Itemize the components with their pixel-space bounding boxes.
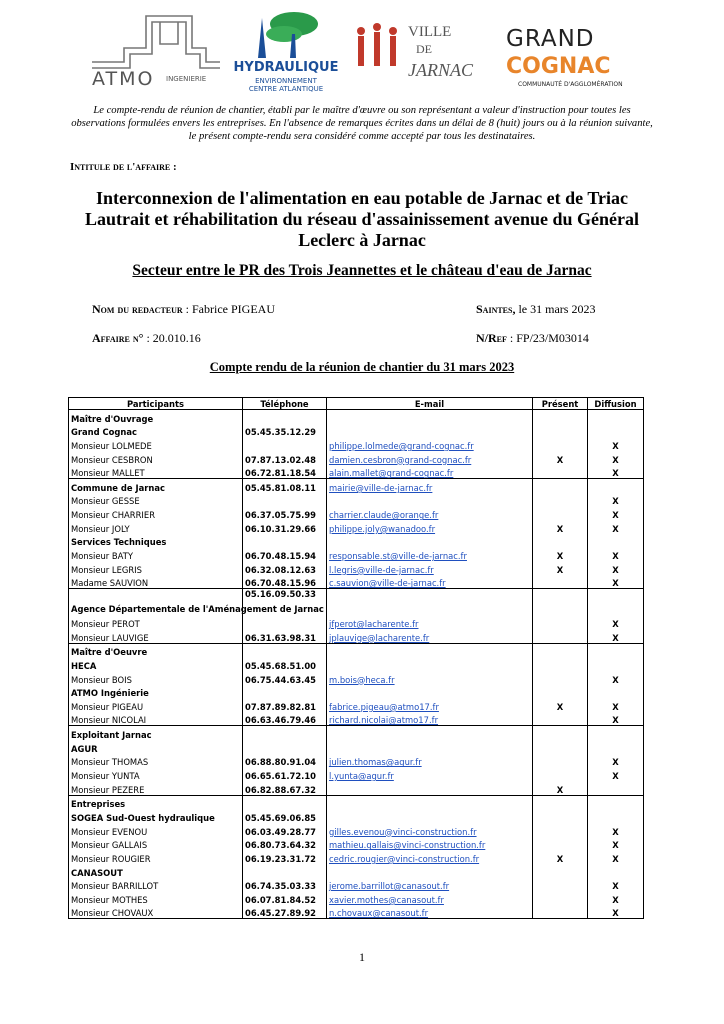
participant-cell: Monsieur THOMAS — [69, 754, 243, 768]
atmo-logo-text: ATMO — [92, 68, 155, 90]
present-cell — [533, 685, 588, 699]
ref-value: : FP/23/M03014 — [506, 331, 589, 345]
telephone-cell: 06.45.27.89.92 — [243, 905, 327, 919]
present-cell — [533, 671, 588, 685]
grand-cognac-logo — [500, 8, 640, 100]
telephone-cell: 06.63.46.79.46 — [243, 712, 327, 726]
table-row — [69, 698, 644, 712]
telephone-cell: 05.45.68.51.00 — [243, 657, 327, 671]
diffusion-cell: X — [588, 465, 644, 479]
header-present: Présent — [533, 398, 588, 410]
diffusion-cell — [588, 424, 644, 438]
participant-cell: Monsieur BARRILLOT — [69, 878, 243, 892]
hydraulique-logo-sub1: ENVIRONNEMENT — [255, 77, 317, 85]
table-row — [69, 712, 644, 726]
header-telephone: Téléphone — [243, 398, 327, 410]
redacteur-line — [92, 302, 275, 317]
participant-cell: Monsieur LOLMEDE — [69, 437, 243, 451]
table-row — [69, 671, 644, 685]
diffusion-cell — [588, 589, 644, 616]
affaire-label: Affaire n° — [92, 331, 144, 345]
email-cell — [327, 410, 533, 424]
participant-cell: Monsieur PEROT — [69, 615, 243, 629]
page-number: 1 — [359, 950, 365, 964]
diffusion-cell: X — [588, 891, 644, 905]
present-cell — [533, 864, 588, 878]
hydraulique-logo — [232, 8, 340, 100]
participant-cell: Monsieur JOLY — [69, 520, 243, 534]
present-cell — [533, 575, 588, 589]
table-row — [69, 479, 644, 493]
email-cell[interactable]: alain.mallet@grand-cognac.fr — [327, 465, 533, 479]
grand-cognac-logo-line1: GRAND — [506, 26, 595, 52]
telephone-cell — [243, 726, 327, 740]
telephone-cell: 06.72.81.18.54 — [243, 465, 327, 479]
email-cell[interactable]: philippe.joly@wanadoo.fr — [327, 520, 533, 534]
jarnac-logo-line3: JARNAC — [408, 60, 473, 80]
diffusion-cell — [588, 864, 644, 878]
diffusion-cell: X — [588, 547, 644, 561]
telephone-cell: 06.70.48.15.96 — [243, 575, 327, 589]
diffusion-cell: X — [588, 837, 644, 851]
telephone-cell: 05.45.69.06.85 — [243, 809, 327, 823]
table-header-row — [69, 398, 644, 410]
present-cell: X — [533, 547, 588, 561]
ref-line — [476, 331, 589, 346]
email-cell — [327, 864, 533, 878]
diffusion-cell: X — [588, 561, 644, 575]
table-row — [69, 575, 644, 589]
email-cell — [327, 534, 533, 548]
table-row — [69, 891, 644, 905]
participant-cell: Monsieur GESSE — [69, 493, 243, 507]
telephone-cell: 06.74.35.03.33 — [243, 878, 327, 892]
email-cell[interactable]: cedric.rougier@vinci-construction.fr — [327, 850, 533, 864]
email-cell — [327, 726, 533, 740]
participant-cell: Monsieur EVENOU — [69, 823, 243, 837]
atmo-logo — [86, 8, 226, 100]
grand-cognac-logo-line2: COGNAC — [506, 54, 611, 79]
email-cell[interactable]: charrier.claude@orange.fr — [327, 506, 533, 520]
lieu-label: Saintes, — [476, 302, 516, 316]
telephone-cell: 06.88.80.91.04 — [243, 754, 327, 768]
participant-cell: Monsieur PEZERE — [69, 781, 243, 795]
date-line — [476, 302, 595, 317]
notice-text: Le compte-rendu de réunion de chantier, établi par le maître d'œuvre ou son représentant a valeur d'instruction pour toutes les observations formulées envers les entreprises. En l'absence de remarques écrites dans un délai de 8 (huit) jours ou à la réunion suivante, le présent compte-rendu sera considéré comme accepté par tous les destinataires. — [71, 105, 653, 142]
table-row — [69, 809, 644, 823]
telephone-cell: 06.37.05.75.99 — [243, 506, 327, 520]
table-row — [69, 685, 644, 699]
present-cell: X — [533, 781, 588, 795]
participant-cell: Monsieur BATY — [69, 547, 243, 561]
participant-cell: HECA — [69, 657, 243, 671]
table-row — [69, 781, 644, 795]
participant-cell: Madame SAUVION — [69, 575, 243, 589]
participant-cell: Monsieur NICOLAI — [69, 712, 243, 726]
telephone-cell: 06.75.44.63.45 — [243, 671, 327, 685]
participant-cell: Monsieur MOTHES — [69, 891, 243, 905]
telephone-cell: 06.65.61.72.10 — [243, 767, 327, 781]
participant-cell: Maître d'Ouvrage — [69, 410, 243, 424]
email-cell[interactable]: jfperot@lacharente.fr — [327, 615, 533, 629]
diffusion-cell: X — [588, 754, 644, 768]
diffusion-cell: X — [588, 905, 644, 919]
present-cell: X — [533, 850, 588, 864]
affaire-value: : 20.010.16 — [143, 331, 201, 345]
diffusion-cell: X — [588, 823, 644, 837]
telephone-cell — [243, 643, 327, 657]
email-cell[interactable]: responsable.st@ville-de-jarnac.fr — [327, 547, 533, 561]
hydraulique-logo-sub2: CENTRE ATLANTIQUE — [248, 85, 324, 93]
table-row — [69, 643, 644, 657]
email-cell — [327, 795, 533, 809]
email-cell — [327, 781, 533, 795]
jarnac-logo-line1: VILLE — [408, 24, 452, 40]
diffusion-cell — [588, 643, 644, 657]
telephone-cell: 05.16.09.50.33 — [243, 589, 327, 616]
present-cell — [533, 795, 588, 809]
table-row — [69, 837, 644, 851]
email-cell[interactable]: richard.nicolai@atmo17.fr — [327, 712, 533, 726]
participant-cell: AGUR — [69, 740, 243, 754]
telephone-cell: 07.87.89.82.81 — [243, 698, 327, 712]
participants-table — [68, 397, 644, 919]
email-cell[interactable]: julien.thomas@agur.fr — [327, 754, 533, 768]
present-cell — [533, 823, 588, 837]
telephone-cell: 06.82.88.67.32 — [243, 781, 327, 795]
participant-cell: Monsieur CHARRIER — [69, 506, 243, 520]
present-cell — [533, 878, 588, 892]
telephone-cell: 06.32.08.12.63 — [243, 561, 327, 575]
table-row — [69, 465, 644, 479]
present-cell — [533, 534, 588, 548]
table-row — [69, 506, 644, 520]
date-value: le 31 mars 2023 — [515, 302, 596, 316]
diffusion-cell: X — [588, 493, 644, 507]
telephone-cell — [243, 437, 327, 451]
diffusion-cell — [588, 410, 644, 424]
present-cell — [533, 754, 588, 768]
present-cell: X — [533, 451, 588, 465]
project-subtitle: Secteur entre le PR des Trois Jeannettes et le château d'eau de Jarnac — [132, 262, 592, 279]
atmo-pipes-icon — [90, 14, 222, 70]
present-cell — [533, 740, 588, 754]
telephone-cell — [243, 410, 327, 424]
compte-rendu-title: Compte rendu de la réunion de chantier du 31 mars 2023 — [209, 360, 515, 374]
table-row — [69, 493, 644, 507]
diffusion-cell: X — [588, 615, 644, 629]
present-cell: X — [533, 698, 588, 712]
table-row — [69, 767, 644, 781]
present-cell — [533, 891, 588, 905]
participant-cell: Monsieur ROUGIER — [69, 850, 243, 864]
participant-cell: CANASOUT — [69, 864, 243, 878]
diffusion-cell: X — [588, 671, 644, 685]
participant-cell: Monsieur CHOVAUX — [69, 905, 243, 919]
email-cell[interactable]: damien.cesbron@grand-cognac.fr — [327, 451, 533, 465]
present-cell — [533, 643, 588, 657]
project-title: Interconnexion de l'alimentation en eau potable de Jarnac et de Triac Lautrait et réhabilitation du réseau d'assainissement avenue du Général Leclerc à Jarnac — [84, 188, 639, 250]
hydraulique-logo-text: HYDRAULIQUE — [233, 60, 339, 75]
participant-cell: Grand Cognac — [69, 424, 243, 438]
email-cell[interactable]: jerome.barrillot@canasout.fr — [327, 878, 533, 892]
table-row — [69, 864, 644, 878]
table-row — [69, 726, 644, 740]
diffusion-cell — [588, 740, 644, 754]
telephone-cell: 06.19.23.31.72 — [243, 850, 327, 864]
participant-cell: Monsieur LAUVIGE — [69, 629, 243, 643]
diffusion-cell: X — [588, 451, 644, 465]
present-cell — [533, 424, 588, 438]
present-cell — [533, 726, 588, 740]
logo-bar — [0, 8, 724, 100]
table-row — [69, 754, 644, 768]
email-cell[interactable]: m.bois@heca.fr — [327, 671, 533, 685]
table-row — [69, 534, 644, 548]
table-row — [69, 615, 644, 629]
telephone-cell — [243, 493, 327, 507]
present-cell — [533, 712, 588, 726]
table-row — [69, 589, 644, 616]
diffusion-cell — [588, 534, 644, 548]
table-row — [69, 629, 644, 643]
participant-cell: Commune de Jarnac — [69, 479, 243, 493]
ref-label: N/Ref — [476, 331, 507, 345]
telephone-cell: 07.87.13.02.48 — [243, 451, 327, 465]
email-cell[interactable]: jplauvige@lacharente.fr — [327, 629, 533, 643]
table-body — [69, 410, 644, 919]
telephone-cell: 06.10.31.29.66 — [243, 520, 327, 534]
diffusion-cell: X — [588, 575, 644, 589]
email-cell — [327, 643, 533, 657]
email-cell[interactable]: l.yunta@agur.fr — [327, 767, 533, 781]
diffusion-cell: X — [588, 506, 644, 520]
diffusion-cell: X — [588, 629, 644, 643]
email-cell[interactable]: philippe.lolmede@grand-cognac.fr — [327, 437, 533, 451]
present-cell — [533, 905, 588, 919]
present-cell: X — [533, 561, 588, 575]
present-cell — [533, 615, 588, 629]
diffusion-cell — [588, 685, 644, 699]
diffusion-cell — [588, 809, 644, 823]
email-cell — [327, 589, 533, 616]
participant-cell: Monsieur YUNTA — [69, 767, 243, 781]
atmo-logo-subtext: INGENIERIE — [166, 75, 207, 83]
redacteur-label: Nom du redacteur — [92, 302, 183, 316]
diffusion-cell: X — [588, 712, 644, 726]
affaire-line — [92, 331, 201, 346]
participant-cell: SOGEA Sud-Ouest hydraulique — [69, 809, 243, 823]
participant-cell: Monsieur GALLAIS — [69, 837, 243, 851]
redacteur-value: : Fabrice PIGEAU — [182, 302, 275, 316]
diffusion-cell — [588, 657, 644, 671]
present-cell: X — [533, 520, 588, 534]
email-cell[interactable]: mathieu.gallais@vinci-construction.fr — [327, 837, 533, 851]
diffusion-cell: X — [588, 767, 644, 781]
participant-cell: ATMO Ingénierie — [69, 685, 243, 699]
email-cell[interactable]: fabrice.pigeau@atmo17.fr — [327, 698, 533, 712]
present-cell — [533, 809, 588, 823]
diffusion-cell — [588, 781, 644, 795]
diffusion-cell — [588, 479, 644, 493]
present-cell — [533, 629, 588, 643]
table-row — [69, 850, 644, 864]
table-row — [69, 424, 644, 438]
participant-cell: Monsieur BOIS — [69, 671, 243, 685]
diffusion-cell: X — [588, 850, 644, 864]
participant-cell: Services Techniques — [69, 534, 243, 548]
email-cell — [327, 424, 533, 438]
tree-icon — [254, 8, 324, 60]
telephone-cell: 06.70.48.15.94 — [243, 547, 327, 561]
telephone-cell — [243, 685, 327, 699]
present-cell — [533, 506, 588, 520]
header-email: E-mail — [327, 398, 533, 410]
header-participants: Participants — [69, 398, 243, 410]
table-row — [69, 451, 644, 465]
email-cell[interactable]: xavier.mothes@canasout.fr — [327, 891, 533, 905]
telephone-cell — [243, 534, 327, 548]
participant-cell: Exploitant Jarnac — [69, 726, 243, 740]
telephone-cell — [243, 615, 327, 629]
telephone-cell: 06.07.81.84.52 — [243, 891, 327, 905]
email-cell[interactable]: l.legris@ville-de-jarnac.fr — [327, 561, 533, 575]
figures-icon — [352, 22, 404, 72]
diffusion-cell: X — [588, 520, 644, 534]
telephone-cell — [243, 795, 327, 809]
telephone-cell: 06.31.63.98.31 — [243, 629, 327, 643]
telephone-cell — [243, 740, 327, 754]
table-row — [69, 561, 644, 575]
present-cell — [533, 437, 588, 451]
table-row — [69, 657, 644, 671]
diffusion-cell: X — [588, 698, 644, 712]
present-cell — [533, 767, 588, 781]
diffusion-cell — [588, 795, 644, 809]
present-cell — [533, 493, 588, 507]
intitule-label: Intitule de l'affaire : — [70, 161, 177, 173]
email-cell[interactable]: c.sauvion@ville-de-jarnac.fr — [327, 575, 533, 589]
present-cell — [533, 657, 588, 671]
diffusion-cell: X — [588, 878, 644, 892]
email-cell — [327, 740, 533, 754]
diffusion-cell: X — [588, 437, 644, 451]
email-cell[interactable]: mairie@ville-de-jarnac.fr — [327, 479, 533, 493]
participant-cell: Monsieur PIGEAU — [69, 698, 243, 712]
jarnac-logo — [352, 8, 473, 100]
telephone-cell: 06.03.49.28.77 — [243, 823, 327, 837]
present-cell — [533, 465, 588, 479]
table-row — [69, 437, 644, 451]
email-cell — [327, 493, 533, 507]
email-cell — [327, 809, 533, 823]
participant-cell: Monsieur CESBRON — [69, 451, 243, 465]
email-cell — [327, 685, 533, 699]
participant-cell: Entreprises — [69, 795, 243, 809]
present-cell — [533, 479, 588, 493]
table-row — [69, 410, 644, 424]
table-row — [69, 878, 644, 892]
participant-cell: Monsieur MALLET — [69, 465, 243, 479]
email-cell — [327, 657, 533, 671]
jarnac-logo-line2: DE — [416, 42, 432, 56]
email-cell[interactable]: gilles.evenou@vinci-construction.fr — [327, 823, 533, 837]
telephone-cell — [243, 864, 327, 878]
participant-cell: Maître d'Oeuvre — [69, 643, 243, 657]
diffusion-cell — [588, 726, 644, 740]
telephone-cell: 06.80.73.64.32 — [243, 837, 327, 851]
table-row — [69, 547, 644, 561]
table-row — [69, 795, 644, 809]
telephone-cell: 05.45.35.12.29 — [243, 424, 327, 438]
telephone-cell: 05.45.81.08.11 — [243, 479, 327, 493]
participant-cell: Agence Départementale de l'Aménagement de Jarnac — [69, 589, 243, 616]
table-row — [69, 520, 644, 534]
table-row — [69, 740, 644, 754]
table-row — [69, 905, 644, 919]
present-cell — [533, 589, 588, 616]
present-cell — [533, 410, 588, 424]
grand-cognac-logo-line3: COMMUNAUTÉ D'AGGLOMÉRATION — [518, 81, 623, 88]
participant-cell: Monsieur LEGRIS — [69, 561, 243, 575]
header-diffusion: Diffusion — [588, 398, 644, 410]
hydraulique-logo-subtext — [232, 77, 340, 93]
table-row — [69, 823, 644, 837]
email-cell[interactable]: n.chovaux@canasout.fr — [327, 905, 533, 919]
present-cell — [533, 837, 588, 851]
